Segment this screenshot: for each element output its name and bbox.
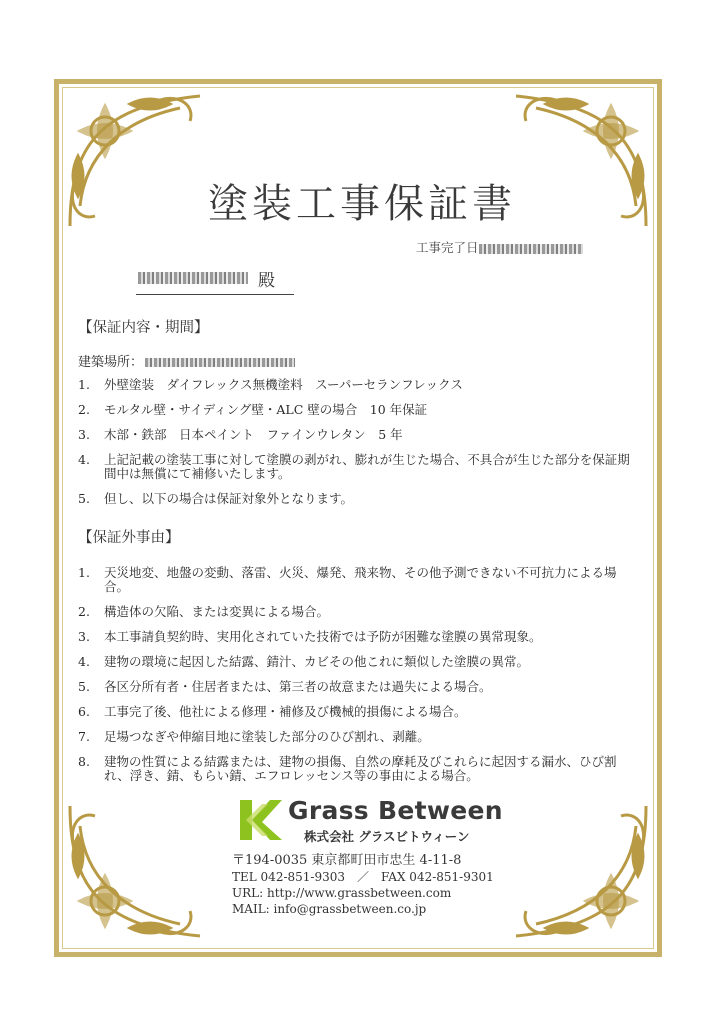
item-number: 4. <box>78 452 90 467</box>
completion-date-label: 工事完了日 <box>416 240 479 255</box>
company-tel-fax: TEL 042-851-9303 ／ FAX 042-851-9301 <box>232 870 494 884</box>
section-heading-warranty-content: 【保証内容・期間】 <box>78 320 209 336</box>
construction-site-label: 建築場所： <box>78 355 144 370</box>
list-item <box>78 566 634 594</box>
company-contact <box>232 853 494 917</box>
floral-corner-bottom-right-icon <box>506 796 656 946</box>
grass-between-logo-mark-icon <box>238 796 286 844</box>
item-number: 3. <box>78 629 90 644</box>
list-item <box>78 730 638 744</box>
list-item <box>78 378 638 392</box>
company-address: 〒194-0035 東京都町田市忠生 4-11-8 <box>232 853 462 868</box>
item-text: 木部・鉄部 日本ペイント ファインウレタン 5 年 <box>104 427 403 442</box>
list-item <box>78 403 638 417</box>
item-number: 1. <box>78 565 90 580</box>
item-text: モルタル壁・サイディング壁・ALC 壁の場合 10 年保証 <box>104 402 428 417</box>
item-text: 建物の環境に起因した結露、錆汁、カビその他これに類似した塗膜の異常。 <box>104 654 530 669</box>
completion-date <box>416 238 583 256</box>
item-text: 足場つなぎや伸縮目地に塗装した部分のひび割れ、剥離。 <box>104 729 430 744</box>
list-item <box>78 680 638 694</box>
item-text: 但し、以下の場合は保証対象外となります。 <box>104 491 354 506</box>
list-item <box>78 755 634 783</box>
exclusion-list <box>78 566 638 794</box>
company-logo <box>238 796 503 846</box>
item-number: 6. <box>78 704 90 719</box>
item-text: 工事完了後、他社による修理・補修及び機械的損傷による場合。 <box>104 704 467 719</box>
item-number: 4. <box>78 654 90 669</box>
floral-corner-bottom-left-icon <box>60 796 210 946</box>
list-item <box>78 492 638 506</box>
list-item <box>78 453 634 481</box>
list-item <box>78 655 638 669</box>
document-title: 塗装工事保証書 <box>208 181 516 227</box>
item-text: 天災地変、地盤の変動、落雷、火災、爆発、飛来物、その他予測できない不可抗力による場合。 <box>104 565 617 594</box>
company-name-ja: 株式会社 グラスビトウィーン <box>304 829 470 844</box>
item-number: 1. <box>78 377 90 392</box>
item-number: 2. <box>78 402 90 417</box>
list-item <box>78 630 638 644</box>
item-text: 上記記載の塗装工事に対して塗膜の剥がれ、膨れが生じた場合、不具合が生じた部分を保証期間中は無償にて補修いたします。 <box>104 452 630 481</box>
item-text: 本工事請負契約時、実用化されていた技術では予防が困難な塗膜の異常現象。 <box>104 629 542 644</box>
company-name-en: Grass Between <box>288 796 503 825</box>
company-mail: MAIL: info@grassbetween.co.jp <box>232 902 427 916</box>
item-number: 8. <box>78 754 90 769</box>
redacted-date <box>479 244 583 254</box>
item-number: 7. <box>78 729 90 744</box>
list-item <box>78 705 638 719</box>
construction-site <box>78 351 295 370</box>
list-item <box>78 428 638 442</box>
item-text: 建物の性質による結露または、建物の損傷、自然の摩耗及びこれらに起因する漏水、ひび割れ、浮き、錆、もらい錆、エフロレッセンス等の事由による場合。 <box>104 754 617 783</box>
redacted-site-address <box>145 358 295 367</box>
item-text: 各区分所有者・住居者または、第三者の故意または過失による場合。 <box>104 679 492 694</box>
item-number: 5. <box>78 679 90 694</box>
item-text: 構造体の欠陥、または変異による場合。 <box>104 604 330 619</box>
item-number: 3. <box>78 427 90 442</box>
item-number: 5. <box>78 491 90 506</box>
recipient-honorific: 殿 <box>258 271 275 291</box>
company-url: URL: http://www.grassbetween.com <box>232 886 452 900</box>
list-item <box>78 605 638 619</box>
section-heading-exclusions: 【保証外事由】 <box>78 530 180 546</box>
item-number: 2. <box>78 604 90 619</box>
warranty-content-list <box>78 378 638 517</box>
redacted-recipient-name <box>138 272 248 284</box>
item-text: 外壁塗装 ダイフレックス無機塗料 スーパーセランフレックス <box>104 377 463 392</box>
